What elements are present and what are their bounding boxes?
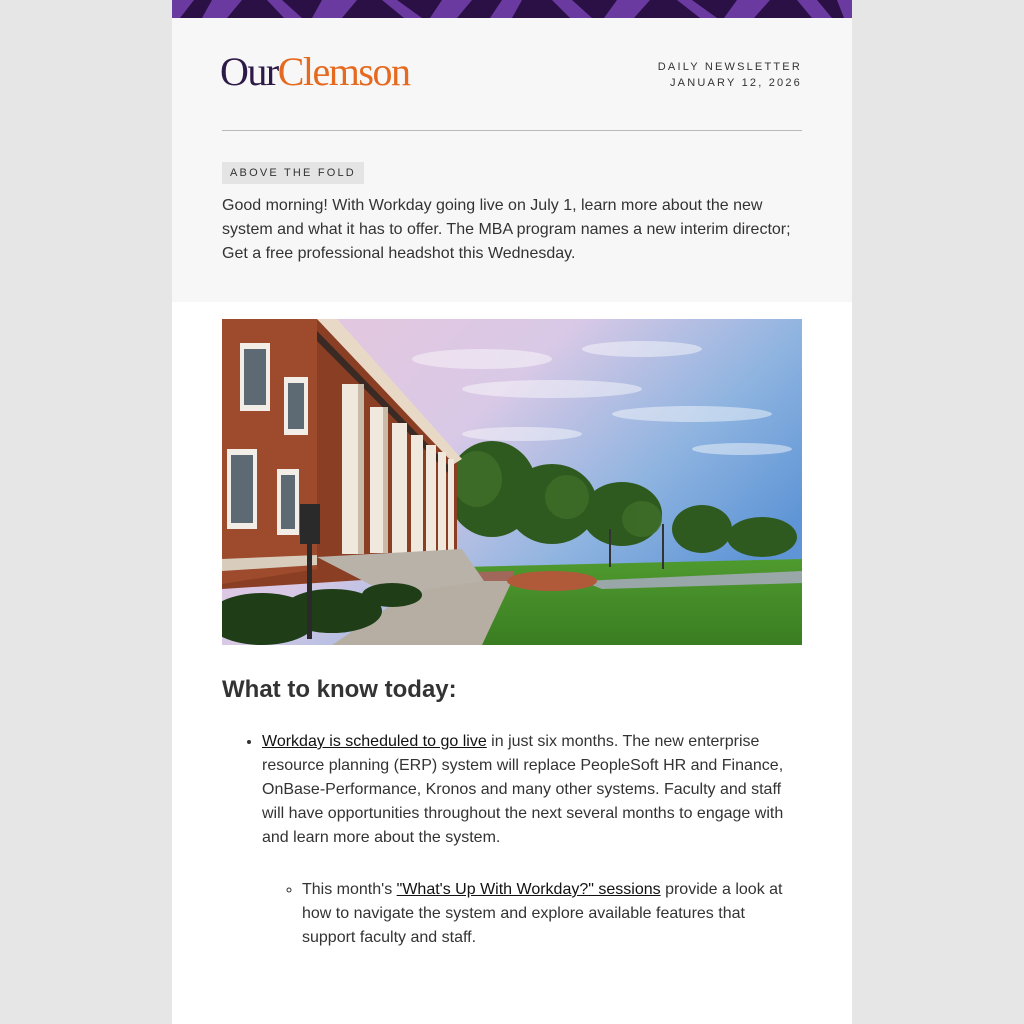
news-list (222, 730, 802, 950)
newsletter-header (172, 18, 852, 302)
newsletter-label: DAILY NEWSLETTER (657, 61, 802, 73)
newsletter-meta (658, 59, 802, 91)
logo-part-our: Our (220, 49, 278, 94)
sub-list-item-prefix: This month's (302, 881, 397, 898)
newsletter-date: JANUARY 12, 2026 (669, 77, 802, 89)
sub-list-item-text: provide a look at how to navigate the system and explore available features that support faculty and staff. (302, 881, 783, 946)
section-title: What to know today: (222, 676, 457, 703)
above-the-fold-tag: ABOVE THE FOLD (222, 162, 364, 184)
workday-link[interactable]: Workday is scheduled to go live (262, 733, 487, 750)
purple-stripe-banner (172, 0, 852, 18)
campus-building-photo (222, 319, 802, 645)
sub-list-item (302, 878, 802, 950)
header-divider (222, 130, 802, 131)
logo-part-clemson: Clemson (277, 49, 410, 94)
ourclemson-logo[interactable] (220, 49, 410, 94)
intro-paragraph: Good morning! With Workday going live on July 1, learn more about the new system and what it has to offer. The MBA program names a new interim director; Get a free professional headshot this Wednesday. (222, 197, 791, 262)
list-item (262, 730, 802, 950)
list-item-text: in just six months. The new enterprise resource planning (ERP) system will replace PeopleSoft HR and Finance, OnBase-Performance, Kronos and many other systems. Faculty and staff will have opportunities throughout the next several months to engage with and learn more about the system. (262, 733, 784, 846)
workday-sessions-link[interactable]: "What's Up With Workday?" sessions (396, 881, 661, 898)
newsletter-email (172, 0, 852, 1024)
